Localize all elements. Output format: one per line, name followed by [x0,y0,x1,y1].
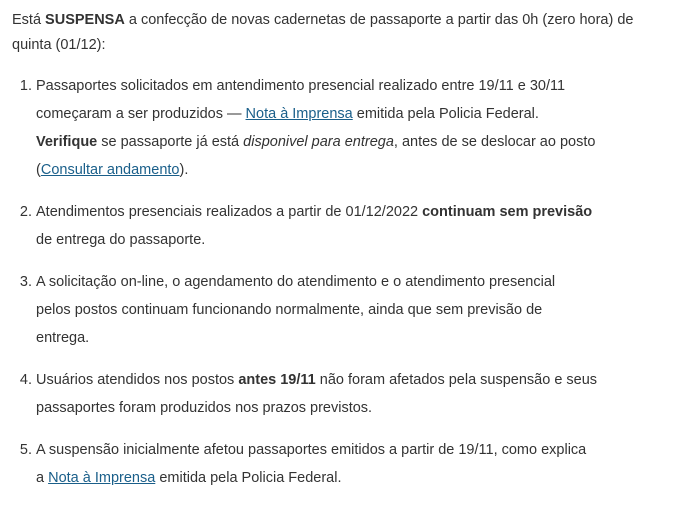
intro-emphasis: SUSPENSA [45,12,125,28]
list-item-line [36,72,673,100]
list-item [19,436,673,492]
list-item-line [36,366,673,394]
body-text: ( [36,162,41,178]
body-text: começaram a ser produzidos — [36,106,246,122]
list-item-line [36,198,673,226]
body-text: ). [179,162,189,178]
list-item [19,72,673,184]
list-item-line [36,464,673,492]
list-item-line [36,436,673,464]
inline-link[interactable]: Nota à Imprensa [245,106,353,122]
body-text: Passaportes solicitados em antendimento presencial realizado entre 19/11 e 30/11 [36,78,566,94]
list-item-number: 2. [19,204,32,220]
body-text: A suspensão inicialmente afetou passaportes emitidos a partir de 19/11, como explica [36,442,587,458]
body-text: A solicitação on-line, o agendamento do atendimento e o atendimento presencial [36,274,556,290]
notice-list [6,72,673,492]
intro-paragraph [12,8,672,58]
intro-text-before: Está [12,12,46,28]
body-text: Usuários atendidos nos postos [36,372,239,388]
body-text: emitida pela Policia Federal. [352,106,539,122]
list-item [19,268,673,352]
list-item-line [36,100,673,128]
list-item-line [36,268,673,296]
list-item-number: 1. [19,78,32,94]
body-text: se passaporte já está [97,134,244,150]
body-text: pelos postos continuam funcionando normalmente, ainda que sem previsão de [36,302,543,318]
list-item-number: 3. [19,274,32,290]
list-item-line [36,156,673,184]
emphasis-text: antes 19/11 [238,372,316,388]
list-item-line [36,324,673,352]
body-text: emitida pela Policia Federal. [155,470,342,486]
list-item-line [36,296,673,324]
inline-link[interactable]: Consultar andamento [40,162,180,178]
body-text: entrega. [36,330,90,346]
list-item-number: 5. [19,442,32,458]
body-text: passaportes foram produzidos nos prazos previstos. [36,400,373,416]
body-text: Atendimentos presenciais realizados a partir de 01/12/2022 [36,204,423,220]
emphasis-text: Verifique [36,134,98,150]
list-item-line [36,394,673,422]
italic-text: disponivel para entrega [243,134,394,150]
body-text: a [36,470,49,486]
list-item-number: 4. [19,372,32,388]
body-text: de entrega do passaporte. [36,232,206,248]
list-item-line [36,128,673,156]
intro-text-after: a confecção de novas cadernetas de passaporte a partir das 0h (zero hora) de quinta (01/12): [12,12,634,53]
body-text: , antes de se deslocar ao posto [393,134,596,150]
emphasis-text: continuam sem previsão [422,204,593,220]
inline-link[interactable]: Nota à Imprensa [48,470,156,486]
list-item [19,366,673,422]
body-text: não foram afetados pela suspensão e seus [315,372,598,388]
list-item-line [36,226,673,254]
list-item [19,198,673,254]
